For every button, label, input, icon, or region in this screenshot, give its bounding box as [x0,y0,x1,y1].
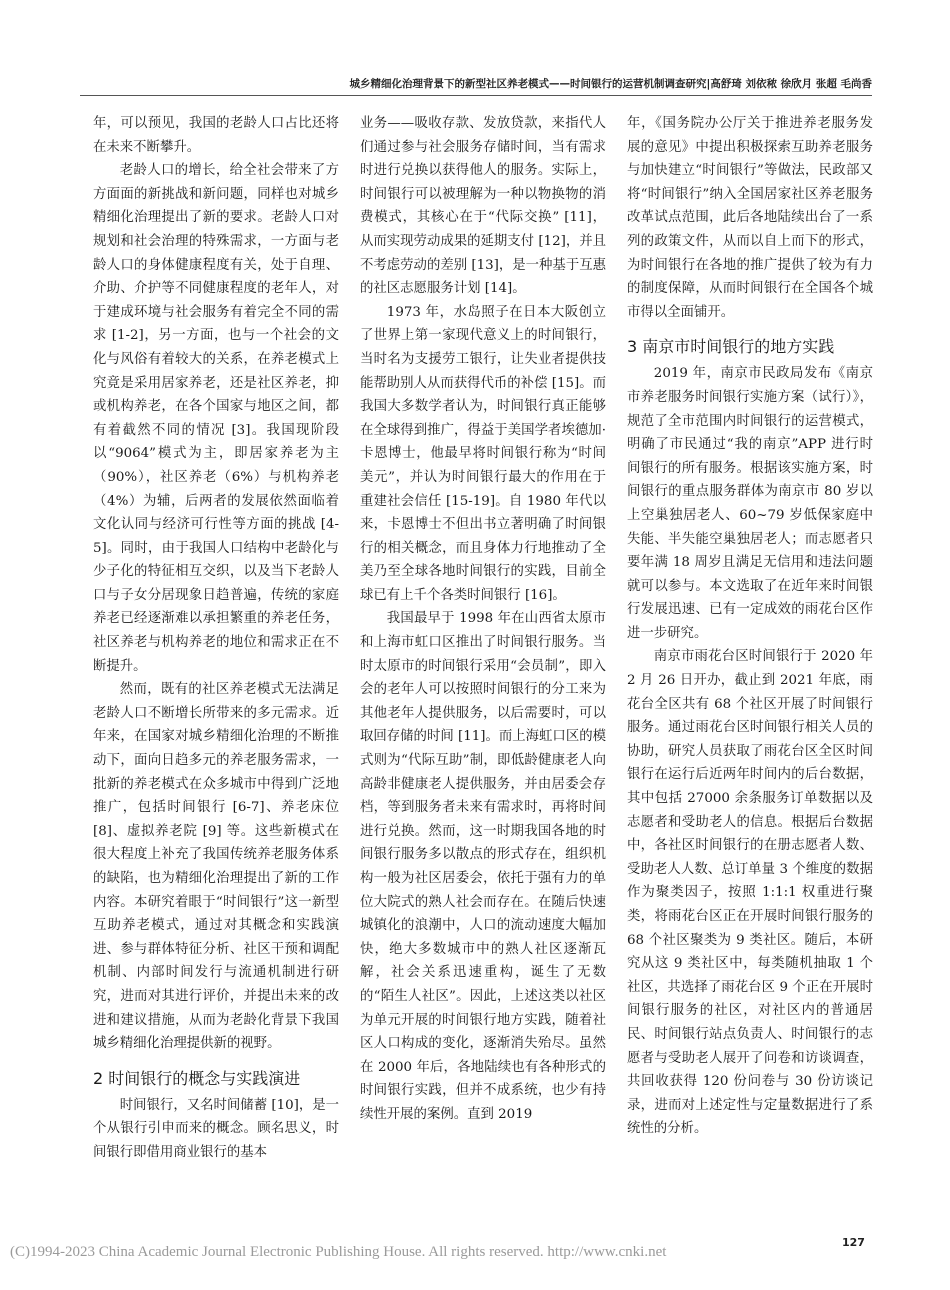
paragraph: 老龄人口的增长，给全社会带来了方方面面的新挑战和新问题，同样也对城乡精细化治理提出了新的要求。老龄人口对规划和社会治理的特殊需求，一方面与老龄人口的身体健康程度有关，处于自理、介助、介护等不同健康程度的老年人，对于建成环境与社会服务有着完全不同的需求 [1-2]，另一方面，也与一个社会的文化与风俗有着较大的关系，在养老模式上究竟是采用居家养老，还是社区养老，抑或机构养老，在各个国家与地区之间，都有着截然不同的情况 [3]。我国现阶段以“9064”模式为主，即居家养老为主（90%），社区养老（6%）与机构养老（4%）为辅，后两者的发展依然面临着文化认同与经济可行性等方面的挑战 [4-5]。同时，由于我国人口结构中老龄化与少子化的特征相互交织，以及当下老龄人口与子女分居现象日趋普遍，传统的家庭养老已经逐渐难以承担繁重的养老任务，社区养老与机构养老的地位和需求正在不断提升。 [93,163,339,674]
running-header [60,76,872,91]
section-heading: 3 南京市时间银行的地方实践 [627,337,835,357]
text-column-1 [93,112,339,1165]
paragraph: 1973 年，水岛照子在日本大阪创立了世界上第一家现代意义上的时间银行，当时名为支援劳工银行，让失业者提供技能帮助别人从而获得代币的补偿 [15]。而我国大多数学者认为，时间银行真正能够在全球得到推广，得益于美国学者埃德加·卡恩博士，他最早将时间银行称为“时间美元”，并认为时间银行最大的作用在于重建社会信任 [15-19]。自 1980 年代以来，卡恩博士不但出书立著明确了时间银行的相关概念，而且身体力行地推动了全美乃至全球各地时间银行的实践，目前全球已有上千个各类时间银行 [16]。 [360,304,606,603]
paragraph: 2019 年，南京市民政局发布《南京市养老服务时间银行实施方案（试行）》，规范了全市范围内时间银行的运营模式，明确了市民通过“我的南京”APP 进行时间银行的所有服务。根据该实施方案，时间银行的重点服务群体为南京市 80 岁以上空巢独居老人、60~79 岁低保家庭中失能、半失能空巢独居老人；而志愿者只要年满 18 周岁且满足无信用和违法问题就可以参与。本文选取了在近年来时间银行发展迅速、已有一定成效的雨花台区作进一步研究。 [627,366,873,641]
page-number: 127 [842,1236,865,1249]
paragraph: 我国最早于 1998 年在山西省太原市和上海市虹口区推出了时间银行服务。当时太原市的时间银行采用“会员制”，即入会的老年人可以按照时间银行的分工来为其他老年人提供服务，以后需要时，可以取回存储的时间 [11]。而上海虹口区的模式则为“代际互助”制，即低龄健康老人向高龄非健康老人提供服务，并由居委会存档，等到服务者未来有需求时，再将时间进行兑换。然而，这一时期我国各地的时间银行服务多以散点的形式存在，组织机构一般为社区居委会，依托于强有力的单位大院式的熟人社会而存在。在随后快速城镇化的浪潮中，人口的流动速度大幅加快，绝大多数城市中的熟人社区逐渐瓦解，社会关系迅速重构，诞生了无数的“陌生人社区”。因此，上述这类以社区为单元开展的时间银行地方实践，随着社区人口构成的变化，逐渐消失殆尽。虽然在 2000 年后，各地陆续也有各种形式的时间银行实践，但并不成系统，也少有持续性开展的案例。直到 2019 [360,611,606,1122]
paragraph: 然而，既有的社区养老模式无法满足老龄人口不断增长所带来的多元需求。近年来，在国家对城乡精细化治理的不断推动下，面向日趋多元的养老服务需求，一批新的养老模式在众多城市中得到广泛地推广，包括时间银行 [6-7]、养老床位 [8]、虚拟养老院 [9] 等。这些新模式在很大程度上补充了我国传统养老服务体系的缺陷，也为精细化治理提出了新的工作内容。本研究着眼于“时间银行”这一新型互助养老模式，通过对其概念和实践演进、参与群体特征分析、社区干预和调配机制、内部时间发行与流通机制进行研究，进而对其进行评价，并提出未来的改进和建议措施，从而为老龄化背景下我国城乡精细化治理提供新的视野。 [93,682,339,1052]
copyright-notice: (C)1994-2023 China Academic Journal Electronic Publishing House. All rights reserved. http://www.cnki.net [10,1244,667,1260]
header-rule [80,95,872,96]
header-title: 城乡精细化治理背景下的新型社区养老模式——时间银行的运营机制调查研究 [349,78,707,90]
paragraph: 时间银行，又名时间储蓄 [10]，是一个从银行引申而来的概念。顾名思义，时间银行即借用商业银行的基本 [93,1097,340,1160]
header-authors: 高舒琦 刘依秾 徐欣月 张超 毛尚香 [710,78,872,90]
paragraph: 业务——吸收存款、发放贷款，来指代人们通过参与社会服务存储时间，当有需求时进行兑换以获得他人的服务。实际上，时间银行可以被理解为一种以物换物的消费模式，其核心在于“代际交换” [11]，从而实现劳动成果的延期支付 [12]，并且不考虑劳动的差别 [13]，是一种基于互惠的社区志愿服务计划 [14]。 [360,116,606,297]
text-column-2 [360,112,606,1127]
paragraph: 年，《国务院办公厅关于推进养老服务发展的意见》中提出积极探索互助养老服务与加快建立“时间银行”等做法，民政部又将“时间银行”纳入全国居家社区养老服务改革试点范围，此后各地陆续出台了一系列的政策文件，从而以自上而下的形式，为时间银行在各地的推广提供了较为有力的制度保障，从而时间银行在全国各个城市得以全面铺开。 [627,116,873,320]
header-separator: | [706,78,711,90]
paragraph: 年，可以预见，我国的老龄人口占比还将在未来不断攀升。 [93,116,339,155]
text-column-3 [627,112,873,1141]
section-heading: 2 时间银行的概念与实践演进 [93,1068,301,1088]
paragraph: 南京市雨花台区时间银行于 2020 年 2 月 26 日开办，截止到 2021 年底，雨花台全区共有 68 个社区开展了时间银行服务。通过雨花台区时间银行相关人员的协助，研究人员获取了雨花台区全区时间银行在运行后近两年时间内的后台数据，其中包括 27000 余条服务订单数据以及志愿者和受助老人的信息。根据后台数据中，各社区时间银行的在册志愿者人数、受助老人人数、总订单量 3 个维度的数据作为聚类因子，按照 1:1:1 权重进行聚类，将雨花台区正在开展时间银行服务的 68 个社区聚类为 9 类社区。随后，本研究从这 9 类社区中，每类随机抽取 1 个社区，共选择了雨花台区 9 个正在开展时间银行服务的社区，对社区内的普通居民、时间银行站点负责人、时间银行的志愿者与受助老人展开了问卷和访谈调查，共回收获得 120 份问卷与 30 份访谈记录，进而对上述定性与定量数据进行了系统性的分析。 [627,649,873,1137]
